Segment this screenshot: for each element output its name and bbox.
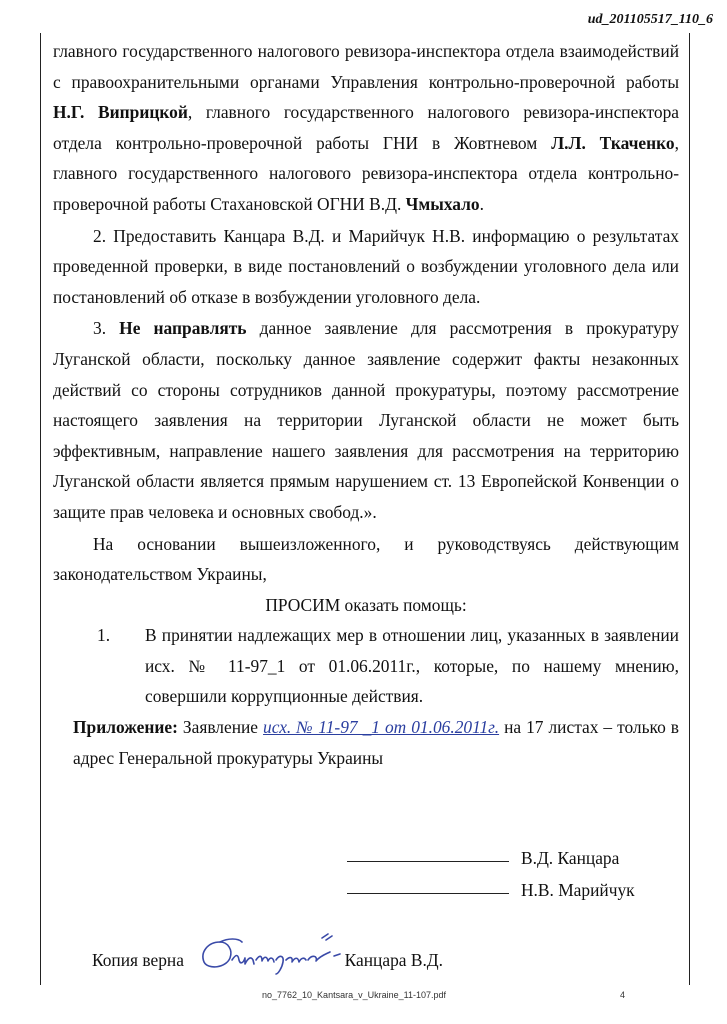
page-number: 4 (620, 990, 626, 1000)
name-tkachenko: Л.Л. Ткаченко (551, 132, 675, 153)
paragraph-3 (53, 313, 679, 527)
attachment-paragraph (53, 712, 679, 773)
signer-1: В.Д. Канцара (521, 848, 620, 868)
signature-row-2 (347, 880, 635, 901)
attachment-pre: Заявление (177, 717, 264, 738)
paragraph-1 (53, 36, 679, 220)
signature-line (347, 861, 509, 862)
copy-label: Копия верна (92, 950, 184, 970)
attachment-label: Приложение: (73, 717, 178, 738)
name-chmykhalo: Чмыхало (405, 193, 480, 214)
handwritten-signature (198, 930, 348, 976)
para1-text-2: , главного государственного налогового ревизора-инспектора отдела контрольно-проверочной работы ГНИ в Жовтневом (53, 102, 680, 153)
signature-line (347, 893, 509, 894)
paragraph-4: На основании вышеизложенного, и руководствуясь действующим законодательством Украины, (53, 533, 679, 585)
para3-bold: Не направлять (119, 318, 247, 339)
list-item (53, 620, 679, 712)
para3-text: данное заявление для рассмотрения в прокуратуру Луганской области, поскольку данное заявление содержит факты незаконных действий со стороны сотрудников данной прокуратуры, поэтому рассмотрение настоящего заявления на территории Луганской области не может быть эффективным, направление нашего заявления для рассмотрения на территорию Луганской области является прямым нарушением ст. 13 Европейской Конвенции о защите прав человека и основных свобод.». (53, 318, 679, 522)
document-id: ud_201105517_110_6 (587, 12, 713, 27)
signer-2: Н.В. Марийчук (521, 880, 635, 900)
copy-name: Канцара В.Д. (344, 950, 443, 970)
list-item-text: В принятии надлежащих мер в отношении лиц, указанных в заявлении исх. № 11-97_1 от 01.06.2011г., которые, по нашему мнению, совершили коррупционные действия. (145, 625, 679, 707)
paragraph-2: 2. Предоставить Канцара В.Д. и Марийчук Н.В. информацию о результатах проведенной проверки, в виде постановлений о возбуждении уголовного дела или постановлений об отказе в возбуждении уголовного дела. (53, 225, 679, 307)
para1-text-3: , главного государственного налогового ревизора-инспектора отдела контрольно-проверочной работы Стахановской ОГНИ В.Д. (53, 132, 679, 214)
document-body (53, 36, 679, 773)
attachment-post: на 17 листах – только в адрес Генеральной прокуратуры Украины (73, 717, 680, 768)
signature-row-1 (347, 848, 619, 869)
para3-number: 3. (93, 318, 120, 339)
para1-text-4: . (479, 193, 484, 214)
footer-filename: no_7762_10_Kantsara_v_Ukraine_11-107.pdf (262, 990, 446, 1000)
list-item-number: 1. (97, 625, 111, 646)
attachment-link[interactable]: исх. № 11-97 _1 от 01.06.2011г. (263, 717, 500, 738)
para1-text-1: главного государственного налогового ревизора-инспектора отдела взаимодействий с правоохранительными органами Управления контрольно-проверочной работы (53, 41, 679, 92)
name-viprytska: Н.Г. Виприцкой (53, 102, 188, 123)
request-heading: ПРОСИМ оказать помощь: (265, 594, 467, 615)
